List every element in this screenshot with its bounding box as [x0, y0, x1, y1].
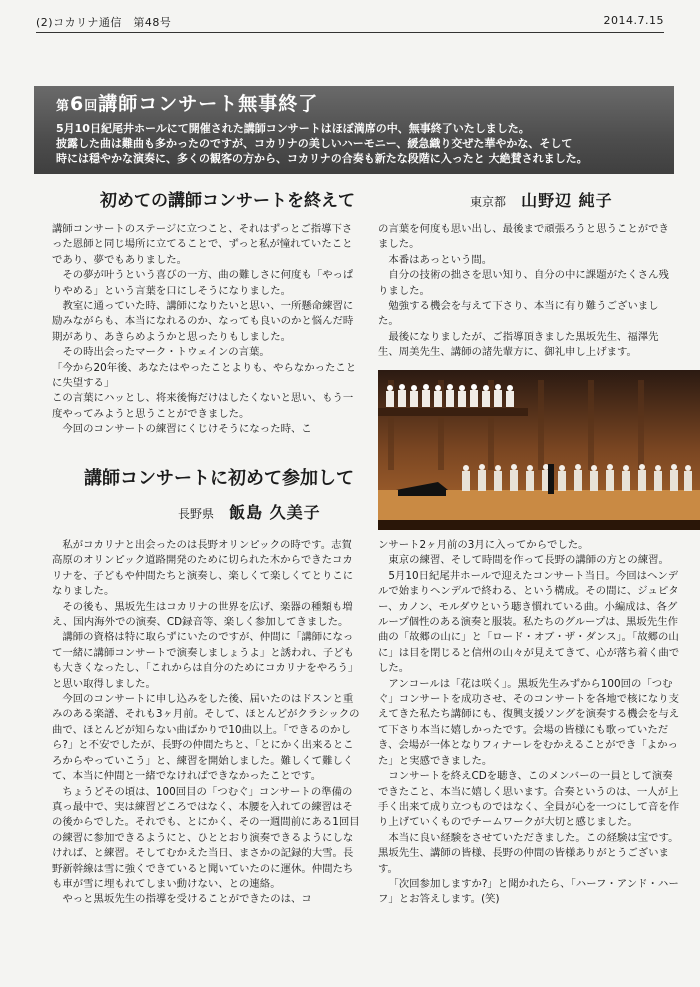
paragraph: ンサート2ヶ月前の3月に入ってからでした。	[378, 539, 589, 551]
issue-date: 2014.7.15	[603, 14, 664, 27]
banner-line: 時には穏やかな演奏に、多くの観客の方から、コカリナの合奏も新たな段階に入ったと 大絶賛されました。	[56, 152, 588, 165]
paragraph: 教室に通っていた時、講師になりたいと思い、一所懸命練習に励みながらも、本当になれるのか、なっても良いのかと悩んだ時期があり、あきらめようかと思ったりもしました。	[52, 300, 354, 343]
paragraph: 東京の練習、そして時間を作って長野の講師の方との練習。	[388, 554, 669, 567]
article2-title: 講師コンサートに初めて参加して	[84, 468, 354, 489]
banner-title	[56, 92, 664, 119]
paragraph: 「次回参加しますか?」と聞かれたら、「ハーフ・アンド・ハーフ」とお答えします。(笑)	[378, 877, 679, 906]
paragraph: コンサートを終えCDを聴き、このメンバーの一員として演奏できたこと、本当に嬉しく思います。合奏というのは、一人が上手く出来て成り立つものではなく、全員が心を一つにして音を作り上げていくものでチームワークが大切と感じました。	[378, 770, 680, 829]
paragraph: その時出会ったマーク・トウェインの言葉。	[62, 346, 270, 359]
article1-right-column	[378, 222, 678, 361]
paragraph: 本当に良い経験をさせていただきました。この経験は宝です。黒坂先生、講師の皆様、長野の仲間の皆様ありがとうございます。	[378, 831, 679, 875]
paragraph: 今回のコンサートの練習にくじけそうになった時、こ	[62, 423, 312, 436]
article1-byline	[470, 188, 613, 211]
banner-line: 披露した曲は難曲も多かったのですが、コカリナの美しいハーモニー、緩急織り交ぜた華やかな、そして	[56, 137, 573, 150]
issue-label: (2)コカリナ通信 第48号	[36, 16, 172, 29]
page-header	[36, 14, 664, 33]
paragraph: 5月10日紀尾井ホールで迎えたコンサート当日。今回はヘンデルで始まりヘンデルで終わる、という構成。その間に、ジュピター、カノン、モルダウという聴き慣れている曲。小編成は、各グループ個性のある演奏と服装。私たちのグループは、黒坂先生作曲の「故郷の山に」と「ロード・オブ・ザ・ダンス」。「故郷の山に」は目を閉じると信州の山々が見えてきて、心が落ち着く曲でした。	[378, 569, 680, 675]
author-name: 山野辺 純子	[521, 191, 613, 210]
paragraph: ちょうどその頃は、100回目の「つむぐ」コンサートの準備の真っ最中で、実は練習どころではなく、本腰を入れての練習はその後からでした。それでも、とにかく、その一週間前にある1回目の練習に参加できるようにと、ひととおり演奏できるようにしなければ、と練習。そしてむかえた当日、まさかの記録的大雪。長野新幹線は雪に強くできていると聞いていたのに運休。仲間たちも車が雪に埋もれてしまい動けない、との連絡。	[52, 785, 360, 890]
concert-stage-photo	[378, 370, 700, 530]
paragraph: 講師の資格は特に取らずにいたのですが、仲間に「講師になって一緒に講師コンサートで演奏しましょうよ」と誘われ、子どもも大きくなったし、「これからは自分のためにコカリナをやろう」と思い取得しました。	[52, 631, 359, 690]
paragraph: 講師コンサートのステージに立つこと、それはずっとご指導下さった恩師と同じ場所に立てることで、ずっと私が憧れていたことであり、夢でもありました。	[52, 223, 353, 266]
article1-left-column	[52, 222, 358, 438]
paragraph: 私がコカリナと出会ったのは長野オリンピックの時です。志賀高原のオリンピック道路開発のために切られた木からできたコカリナを、子どもや仲間たちと演奏し、楽しくて楽しくてとりこになりました。	[52, 539, 354, 598]
paragraph: この言葉にハッとし、将来後悔だけはしたくないと思い、もう一度やってみようと思うことができました。	[52, 392, 354, 420]
banner-summary	[56, 121, 664, 166]
paragraph: 最後になりましたが、ご指導頂きました黒坂先生、福澤先生、周美先生、講師の諸先輩方に、御礼申し上げます。	[378, 330, 659, 359]
article1-title: 初めての講師コンサートを終えて	[100, 191, 355, 211]
headline-banner	[34, 86, 674, 174]
paragraph: 本番はあっという間。	[388, 253, 493, 266]
article2-byline	[178, 500, 321, 523]
paragraph: アンコールは「花は咲く」。黒坂先生みずから100回の「つむぐ」コンサートを成功させ、そのコンサートを各地で核になり支えてきた私たち講師にも、復興支援ソングを演奏する機会を与えて下さり本当に嬉しかったです。会場の皆様にも歌っていただき、会場が一体となりフィナーレをむかえることができ「よかった」と実感できました。	[378, 677, 680, 767]
paragraph: 勉強する機会を与えて下さり、本当に有り難うございました。	[378, 300, 659, 328]
quote: 「今から20年後、あなたはやったことよりも、やらなかったことに失望する」	[52, 361, 357, 390]
banner-line: 5月10日紀尾井ホールにて開催された講師コンサートはほぼ満席の中、無事終了いたしました。	[56, 122, 530, 135]
paragraph: その後も、黒坂先生はコカリナの世界を広げ、楽器の種類も増え、国内海外での演奏、CD録音等、楽しく参加してきました。	[52, 600, 353, 629]
title-number: 6	[70, 93, 85, 115]
author-prefecture: 長野県	[178, 507, 215, 521]
title-kai: 回	[84, 99, 99, 114]
title-main: 講師コンサート無事終了	[98, 93, 319, 115]
paragraph: の言葉を何度も思い出し、最後まで頑張ろうと思うことができました。	[378, 223, 669, 251]
paragraph: 自分の技術の拙さを思い知り、自分の中に課題がたくさん残りました。	[378, 269, 669, 297]
article2-right-column	[378, 538, 680, 908]
author-name: 飯島 久美子	[229, 503, 321, 522]
paragraph: やっと黒坂先生の指導を受けることができたのは、コ	[62, 893, 312, 906]
article2-left-column	[52, 538, 360, 908]
author-prefecture: 東京都	[470, 195, 507, 209]
paragraph: その夢が叶うという喜びの一方、曲の難しさに何度も「やっぱりやめる」という言葉を口にしそうになりました。	[52, 269, 354, 297]
paragraph: 今回のコンサートに申し込みをした後、届いたのはドスンと重みのある楽譜、それも3ヶ月前。そして、ほとんどがクラシックの曲で、ほとんどが知らない曲ばかりで10曲以上。「できるのかしら?」と不安でしたが、長野の仲間たちと、「とにかく出来るところからやっていこう」と、練習を開始しました。難しくて難しくて、本当に仲間と一緒でなければできなかったことです。	[52, 693, 360, 783]
title-prefix: 第	[56, 99, 71, 114]
